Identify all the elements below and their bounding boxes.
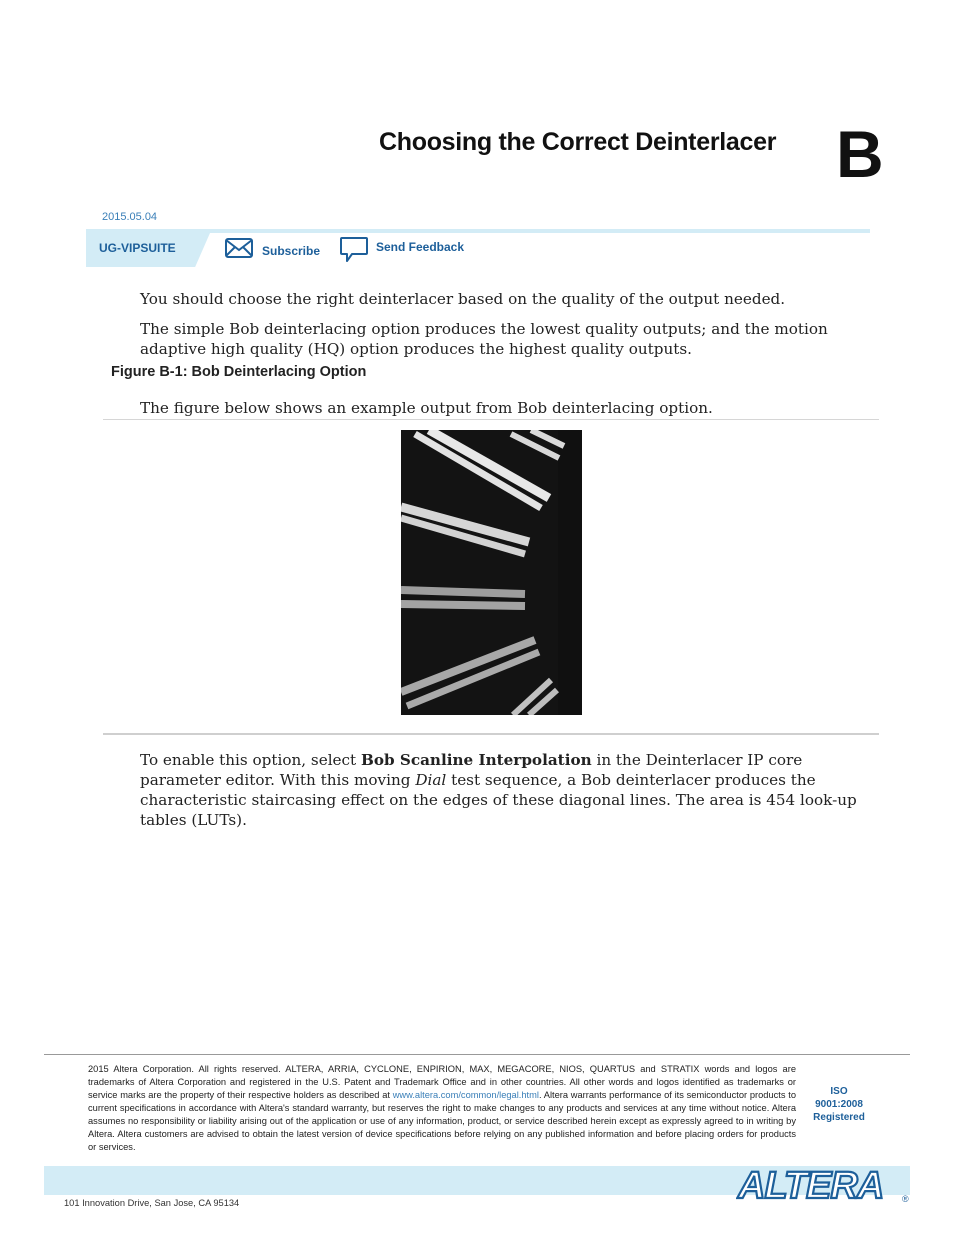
figure-caption: The figure below shows an example output from Bob deinterlacing option. [140, 399, 713, 417]
document-header-bar [86, 229, 870, 267]
subscribe-link[interactable]: Subscribe [262, 244, 321, 258]
iso-registration [802, 1085, 876, 1124]
legal-text-1: 2015 Altera Corporation. All rights reserved. ALTERA, ARRIA, CYCLONE, ENPIRION, MAX, MEGACORE, NIOS, QUARTUS and STRATIX words and logos are trademarks of Altera Corporation and registered in the U.S. Patent and Trademark Office and in other countries. All other words and logos identified as trademarks or service marks are the property of their respective holders as described at [88, 1064, 796, 1100]
document-date: 2015.05.04 [102, 211, 158, 223]
para-4-text-2: in the Deinterlacer IP core parameter editor. With this moving [140, 751, 803, 789]
body-paragraph-1: You should choose the right deinterlacer based on the quality of the output needed. [140, 290, 786, 308]
appendix-letter: B [836, 117, 884, 191]
header-rule [86, 229, 870, 233]
para-4-text-3: test sequence, a Bob deinterlacer produces the characteristic staircasing effect on the edges of these diagonal lines. The area is 454 look-up tables (LUTs). [140, 771, 857, 829]
chapter-title: Choosing the Correct Deinterlacer [379, 128, 777, 156]
company-address: 101 Innovation Drive, San Jose, CA 95134 [64, 1198, 240, 1208]
para-4-text-1: To enable this option, select [140, 751, 361, 769]
legal-link[interactable]: www.altera.com/common/legal.html [392, 1090, 539, 1100]
legal-text-2: . Altera warrants performance of its semiconductor products to current specifications in accordance with Altera's standard warranty, but reserves the right to make changes to any products and services at any time without notice. Altera assumes no responsibility or liability arising out of the application or use of any information, product, or service described herein except as expressly agreed to in writing by Altera. Altera customers are advised to obtain the latest version of device specifications before relying on any published information and before placing orders for products or services. [88, 1090, 796, 1152]
bob-scanline-interpolation-term: Bob Scanline Interpolation [360, 751, 592, 769]
figure-bottom-rule [103, 733, 879, 735]
dial-term: Dial [415, 771, 447, 789]
feedback-icon[interactable] [339, 236, 369, 264]
body-paragraph-2: The simple Bob deinterlacing option produces the lowest quality outputs; and the motion adaptive high quality (HQ) option produces the highest quality outputs. [140, 320, 828, 358]
figure-title: Figure B-1: Bob Deinterlacing Option [111, 364, 367, 380]
registered-mark: ® [902, 1194, 909, 1204]
figure-top-rule [103, 419, 879, 420]
logo-wordmark: ALTERA [738, 1165, 884, 1204]
body-paragraph-4 [140, 750, 870, 830]
mail-icon[interactable] [225, 238, 253, 258]
iso-line-2: 9001:2008 [815, 1099, 863, 1110]
iso-line-1: ISO [830, 1086, 848, 1097]
footer-rule [44, 1054, 910, 1055]
bob-deinterlacing-figure-image [401, 430, 582, 715]
iso-line-3: Registered [813, 1112, 865, 1123]
send-feedback-link[interactable]: Send Feedback [376, 240, 465, 254]
legal-notice [88, 1063, 796, 1154]
document-id: UG-VIPSUITE [99, 241, 176, 255]
altera-logo [736, 1164, 916, 1204]
